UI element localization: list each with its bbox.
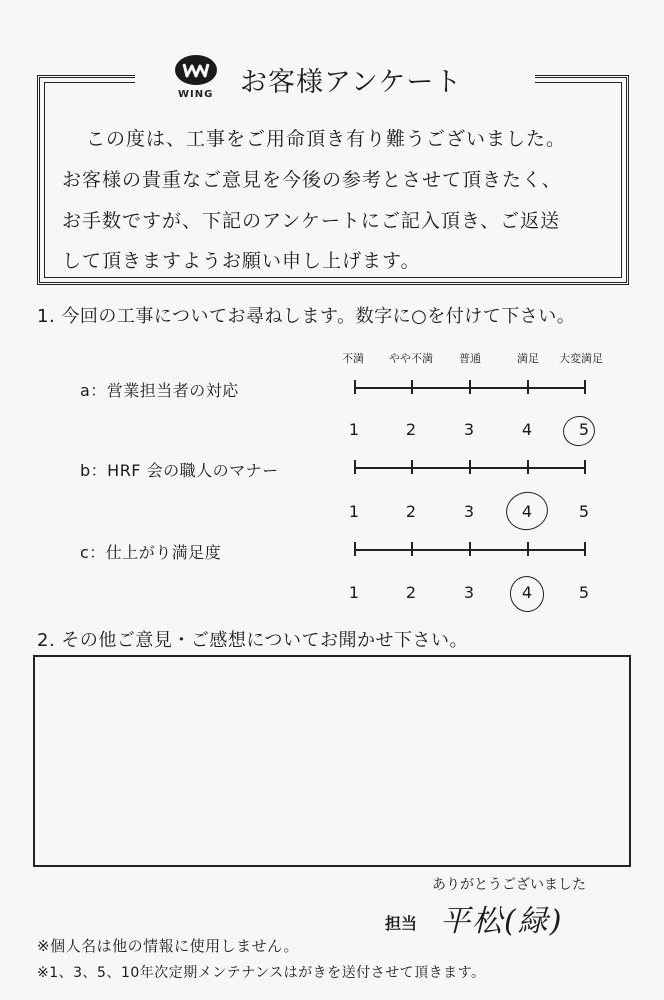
item-a-tick-5	[584, 380, 586, 394]
item-b-tick-3	[469, 460, 471, 474]
privacy-note: ※個人名は他の情報に使用しません。	[37, 937, 299, 955]
page-title: お客様アンケート	[240, 67, 463, 98]
item-b-number-4: 4	[521, 502, 533, 521]
staff-label: 担当	[385, 914, 418, 933]
item-a-number-3: 3	[463, 420, 475, 439]
item-c-label: c：仕上がり満足度	[80, 543, 222, 562]
intro-line-2: お客様の貴重なご意見を今後の参考とさせて頂きたく、	[62, 169, 562, 191]
item-a-label: a：営業担当者の対応	[80, 381, 239, 400]
item-b-tick-1	[354, 460, 356, 474]
item-b-tick-5	[584, 460, 586, 474]
item-a-tick-3	[469, 380, 471, 394]
item-a-number-2: 2	[405, 420, 417, 439]
item-a-number-5: 5	[578, 420, 590, 439]
item-c-tick-5	[584, 542, 586, 556]
comment-box[interactable]	[33, 655, 631, 867]
intro-text	[62, 110, 632, 280]
scale-label-5: 大変満足	[559, 352, 603, 365]
item-c-number-2: 2	[405, 583, 417, 602]
item-c-tick-4	[527, 542, 529, 556]
item-a-tick-2	[411, 380, 413, 394]
item-c-tick-1	[354, 542, 356, 556]
item-c-number-3: 3	[463, 583, 475, 602]
item-b-number-1: 1	[348, 502, 360, 521]
item-c-tick-3	[469, 542, 471, 556]
item-b-tick-4	[527, 460, 529, 474]
thanks-text: ありがとうございました	[432, 877, 586, 893]
scale-label-2: やや不満	[389, 352, 433, 365]
item-b-label: b：HRF 会の職人のマナー	[80, 461, 279, 480]
item-c-number-4: 4	[521, 583, 533, 602]
intro-line-1: この度は、工事をご用命頂き有り難うございました。	[86, 128, 567, 150]
scale-label-4: 満足	[517, 352, 539, 365]
item-a-selected-circle	[560, 413, 598, 449]
scale-label-1: 不満	[342, 352, 364, 365]
item-c-selected-circle	[507, 573, 548, 615]
item-a-tick-4	[527, 380, 529, 394]
item-b-tick-2	[411, 460, 413, 474]
item-c-tick-2	[411, 542, 413, 556]
item-a-number-1: 1	[348, 420, 360, 439]
item-b-selected-circle	[503, 488, 552, 534]
item-a-tick-1	[354, 380, 356, 394]
item-a-number-4: 4	[521, 420, 533, 439]
scale-label-3: 普通	[459, 352, 481, 365]
item-c-number-5: 5	[578, 583, 590, 602]
staff-name-handwritten: 平松(緑)	[440, 904, 564, 939]
intro-line-3: お手数ですが、下記のアンケートにご記入頂き、ご返送	[62, 210, 561, 232]
item-c-number-1: 1	[348, 583, 360, 602]
item-b-number-5: 5	[578, 502, 590, 521]
maintenance-note: ※1、3、5、10年次定期メンテナンスはがきを送付させて頂きます。	[37, 965, 486, 981]
intro-line-4: して頂きますようお願い申し上げます。	[62, 250, 421, 272]
question1-heading: 1. 今回の工事についてお尋ねします。数字に○を付けて下さい。	[37, 306, 576, 327]
question2-heading: 2. その他ご意見・ご感想についてお聞かせ下さい。	[37, 630, 469, 651]
item-b-number-3: 3	[463, 502, 475, 521]
logo-text: WING	[178, 89, 214, 100]
item-b-number-2: 2	[405, 502, 417, 521]
